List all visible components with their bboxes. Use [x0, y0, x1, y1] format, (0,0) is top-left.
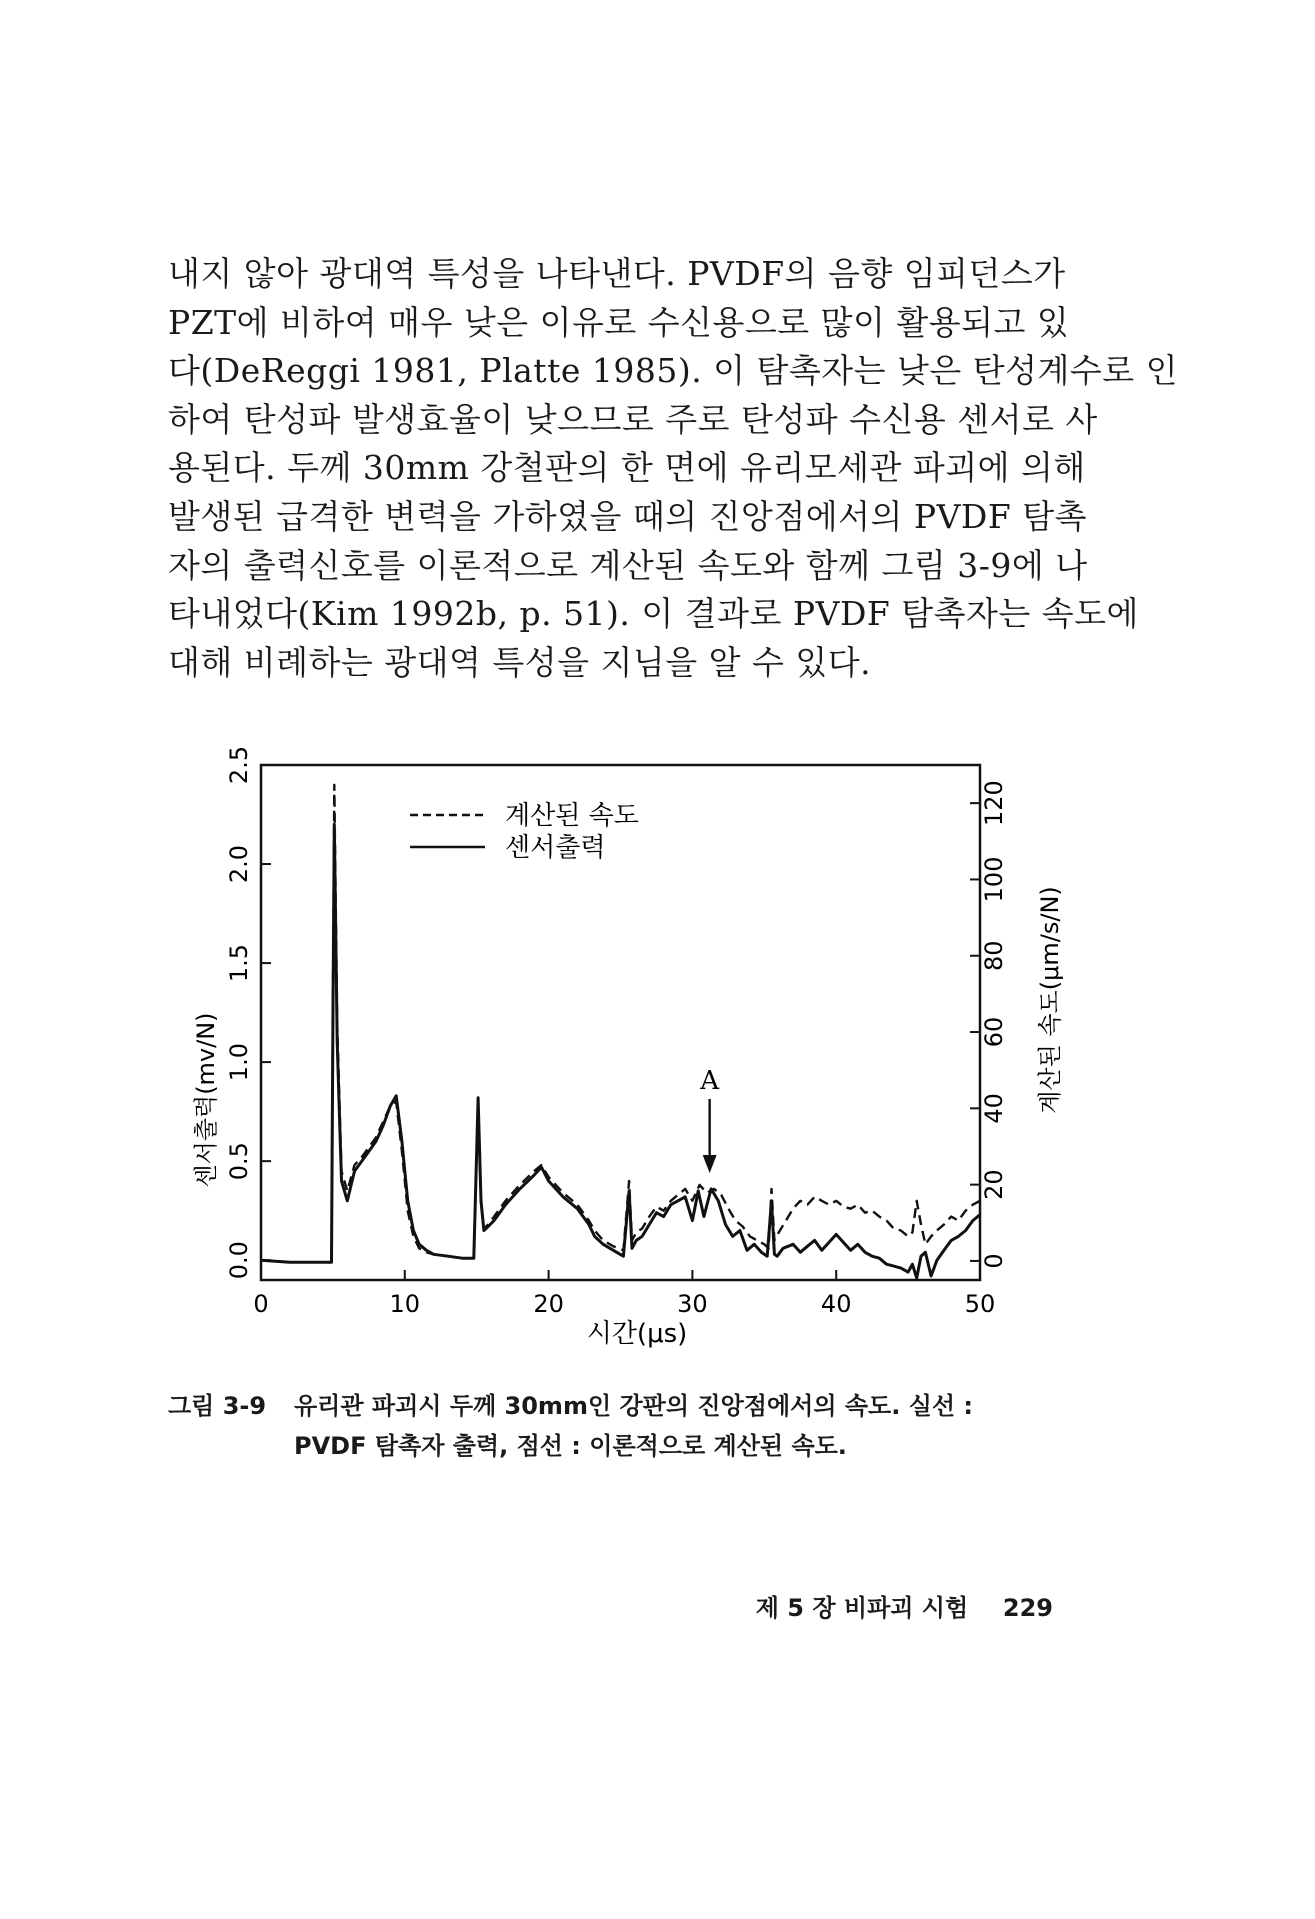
x-axis — [253, 1270, 995, 1318]
y-right-tick-label: 0 — [980, 1253, 1008, 1269]
x-tick-label: 10 — [389, 1290, 421, 1318]
paragraph-line: 다(DeReggi 1981, Platte 1985). 이 탐촉자는 낮은 탄성계수로 인 — [168, 351, 1179, 391]
caption-line-1: 유리관 파괴시 두께 30mm인 강판의 진앙점에서의 속도. 실선 : — [294, 1392, 974, 1420]
legend-label: 계산된 속도 — [505, 801, 639, 831]
y-right-tick-label: 20 — [980, 1169, 1008, 1200]
x-tick-label: 40 — [820, 1290, 852, 1318]
chart-legend — [410, 801, 639, 863]
running-footer — [756, 1588, 1053, 1623]
y-left-tick-label: 2.0 — [225, 844, 253, 884]
y-right-tick-label: 120 — [980, 780, 1008, 827]
footer-chapter: 제 5 장 비파괴 시험 — [755, 1594, 969, 1622]
paragraph-line: 내지 않아 광대역 특성을 나타낸다. PVDF의 음향 임피던스가 — [168, 254, 1066, 293]
x-tick-label: 20 — [533, 1290, 564, 1318]
y-right-tick-label: 100 — [980, 856, 1008, 903]
right-axis — [970, 780, 1008, 1268]
y-left-axis-label: 센서출력(mv/N) — [192, 1012, 220, 1188]
annotation-layer — [699, 1066, 720, 1173]
series-line-solid — [261, 824, 980, 1278]
y-right-tick-label: 40 — [980, 1093, 1008, 1124]
y-right-tick-label: 60 — [980, 1016, 1008, 1048]
series-line-dashed — [261, 785, 980, 1262]
annotation-label: A — [700, 1065, 720, 1096]
plot-frame — [261, 765, 980, 1280]
x-tick-label: 50 — [964, 1290, 996, 1318]
x-tick-label: 0 — [253, 1290, 269, 1318]
footer-page-number: 229 — [1002, 1594, 1053, 1622]
paragraph-line: 용된다. 두께 30mm 강철판의 한 면에 유리모세관 파괴에 의해 — [168, 448, 1086, 488]
y-right-axis-label: 계산된 속도(μm/s/N) — [1036, 886, 1064, 1114]
paragraph-line: 타내었다(Kim 1992b, p. 51). 이 결과로 PVDF 탐촉자는 속도에 — [168, 594, 1139, 634]
figure-caption — [168, 1386, 1088, 1466]
y-left-tick-label: 0.0 — [225, 1241, 253, 1280]
paragraph-line: PZT에 비하여 매우 낮은 이유로 수신용으로 많이 활용되고 있 — [168, 302, 1070, 342]
y-left-tick-label: 2.5 — [225, 745, 253, 785]
y-left-tick-label: 1.0 — [225, 1043, 253, 1082]
paragraph-line: 하여 탄성파 발생효율이 낮으므로 주로 탄성파 수신용 센서로 사 — [168, 399, 1098, 439]
caption-label: 그림 3-9 — [168, 1392, 267, 1420]
left-axis — [225, 746, 271, 1279]
caption-line-2: PVDF 탐촉자 출력, 점선 : 이론적으로 계산된 속도. — [294, 1432, 847, 1460]
legend-label: 센서출력 — [505, 833, 606, 863]
annotation-arrow-head — [703, 1155, 717, 1173]
x-axis-label: 시간(μs) — [586, 1319, 688, 1349]
x-tick-label: 30 — [677, 1290, 708, 1318]
series-layer — [261, 785, 980, 1278]
y-left-tick-label: 1.5 — [225, 943, 253, 983]
plot-border — [261, 765, 980, 1280]
paragraph-line: 발생된 급격한 변력을 가하였을 때의 진앙점에서의 PVDF 탐촉 — [168, 496, 1088, 536]
paragraph-line: 자의 출력신호를 이론적으로 계산된 속도와 함께 그림 3-9에 나 — [168, 545, 1088, 585]
paragraph-line: 대해 비례하는 광대역 특성을 지님을 알 수 있다. — [168, 642, 872, 682]
y-left-tick-label: 0.5 — [225, 1142, 253, 1181]
y-right-tick-label: 80 — [980, 940, 1008, 972]
